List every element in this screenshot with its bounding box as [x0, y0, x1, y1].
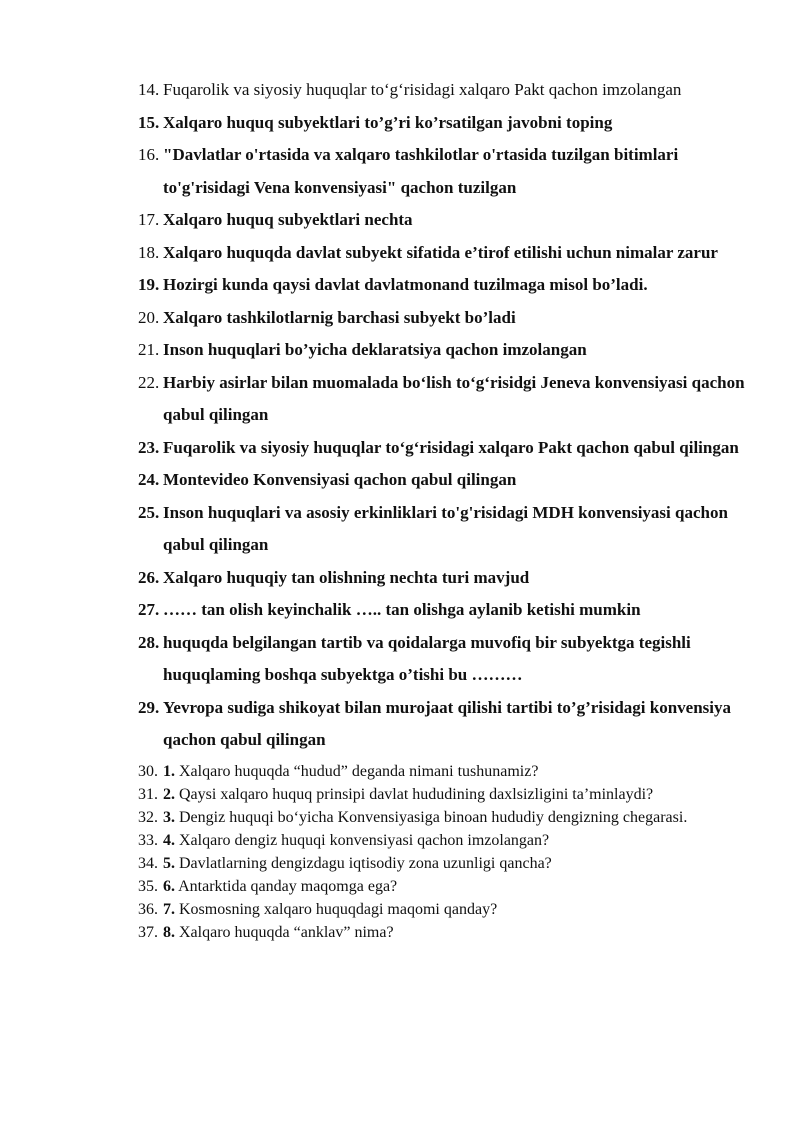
list-item: [138, 302, 758, 335]
item-question: Kosmosning xalqaro huquqdagi maqomi qanday?: [175, 900, 498, 918]
list-item: [138, 783, 758, 806]
item-number: 26.: [138, 567, 160, 587]
list-item: [138, 692, 758, 757]
item-text: Inson huquqlari bo’yicha deklaratsiya qachon imzolangan: [163, 340, 587, 359]
list-item: [138, 139, 758, 204]
item-text: Inson huquqlari va asosiy erkinliklari to'g'risidagi MDH konvensiyasi qachon qabul qilingan: [163, 502, 728, 554]
list-item: [138, 760, 758, 783]
list-item: [138, 898, 758, 921]
item-text: Xalqaro huquqiy tan olishning nechta turi mavjud: [163, 567, 530, 587]
extra-question-list: [138, 760, 758, 944]
item-question: Xalqaro huquqda “hudud” deganda nimani tushunamiz?: [175, 762, 539, 780]
item-text: "Davlatlar o'rtasida va xalqaro tashkilotlar o'rtasida tuzilgan bitimlari to'g'risidagi Vena konvensiyasi" qachon tuzilgan: [163, 145, 679, 197]
item-number: 17.: [138, 210, 160, 229]
item-subnumber: 8.: [163, 923, 175, 941]
list-item: [138, 204, 758, 237]
list-item: [138, 334, 758, 367]
item-text: [163, 806, 758, 829]
item-text: [163, 760, 758, 783]
list-item: [138, 806, 758, 829]
item-number: 24.: [138, 470, 160, 489]
item-text: …… tan olish keyinchalik ….. tan olishga aylanib ketishi mumkin: [163, 600, 641, 619]
item-question: Xalqaro dengiz huquqi konvensiyasi qachon imzolangan?: [175, 831, 550, 849]
item-text: Montevideo Konvensiyasi qachon qabul qilingan: [163, 470, 517, 489]
item-number: 35.: [138, 877, 158, 895]
item-text: huquqda belgilangan tartib va qoidalarga muvofiq bir subyektga tegishli huquqlaming boshqa subyektga o’tishi bu ………: [163, 632, 691, 684]
item-text: Fuqarolik va siyosiy huquqlar to‘g‘risidagi xalqaro Pakt qachon qabul qilingan: [163, 437, 739, 457]
list-item: [138, 497, 758, 562]
item-question: Dengiz huquqi bo‘yicha Konvensiyasiga binoan hududiy dengizning chegarasi.: [175, 808, 688, 826]
item-number: 34.: [138, 854, 158, 872]
item-number: 14.: [138, 80, 160, 99]
item-number: 22.: [138, 372, 160, 392]
item-text: [163, 829, 758, 852]
item-number: 32.: [138, 808, 158, 826]
item-number: 31.: [138, 785, 158, 803]
item-number: 29.: [138, 697, 160, 717]
item-number: 37.: [138, 923, 158, 941]
list-item: [138, 269, 758, 302]
question-list: [138, 74, 758, 944]
item-number: 16.: [138, 145, 160, 164]
list-item: [138, 107, 758, 140]
list-item: [138, 594, 758, 627]
item-text: Fuqarolik va siyosiy huquqlar to‘g‘risidagi xalqaro Pakt qachon imzolangan: [163, 80, 682, 99]
list-item: [138, 562, 758, 595]
item-text: Xalqaro tashkilotlarnig barchasi subyekt bo’ladi: [163, 307, 516, 327]
item-subnumber: 3.: [163, 808, 175, 826]
item-number: 33.: [138, 831, 158, 849]
item-text: [163, 852, 758, 875]
item-text: [163, 783, 758, 806]
item-question: Qaysi xalqaro huquq prinsipi davlat hududining daxlsizligini ta’minlaydi?: [175, 785, 654, 803]
item-text: Yevropa sudiga shikoyat bilan murojaat qilishi tartibi to’g’risidagi konvensiya qachon qabul qilingan: [163, 697, 732, 749]
item-number: 19.: [138, 275, 160, 294]
item-text: [163, 898, 758, 921]
list-item: [138, 627, 758, 692]
list-item: [138, 852, 758, 875]
item-text: Harbiy asirlar bilan muomalada bo‘lish to‘g‘risidgi Jeneva konvensiyasi qachon qabul qilingan: [163, 372, 745, 424]
list-item: [138, 432, 758, 465]
item-text: Hozirgi kunda qaysi davlat davlatmonand tuzilmaga misol bo’ladi.: [163, 275, 648, 294]
item-text: [163, 921, 758, 944]
item-subnumber: 7.: [163, 900, 175, 918]
list-item: [138, 829, 758, 852]
item-question: Davlatlarning dengizdagu iqtisodiy zona uzunligi qancha?: [175, 854, 552, 872]
item-number: 36.: [138, 900, 158, 918]
item-number: 28.: [138, 632, 160, 652]
item-number: 30.: [138, 762, 158, 780]
list-item: [138, 921, 758, 944]
item-number: 25.: [138, 502, 160, 522]
item-number: 20.: [138, 307, 160, 327]
item-text: Xalqaro huquqda davlat subyekt sifatida e’tirof etilishi uchun nimalar zarur: [163, 242, 718, 262]
item-number: 27.: [138, 600, 160, 619]
item-text: Xalqaro huquq subyektlari nechta: [163, 210, 413, 229]
list-item: [138, 367, 758, 432]
item-number: 23.: [138, 437, 160, 457]
item-text: Xalqaro huquq subyektlari to’g’ri ko’rsatilgan javobni toping: [163, 112, 613, 132]
item-subnumber: 2.: [163, 785, 175, 803]
item-subnumber: 1.: [163, 762, 175, 780]
item-number: 21.: [138, 340, 160, 359]
item-question: Xalqaro huquqda “anklav” nima?: [175, 923, 394, 941]
item-subnumber: 5.: [163, 854, 175, 872]
list-item: [138, 875, 758, 898]
item-number: 15.: [138, 112, 160, 132]
list-item: [138, 74, 758, 107]
list-item: [138, 464, 758, 497]
item-question: Antarktida qanday maqomga ega?: [175, 877, 398, 895]
item-subnumber: 6.: [163, 877, 175, 895]
list-item: [138, 237, 758, 270]
item-number: 18.: [138, 242, 160, 262]
item-text: [163, 875, 758, 898]
item-subnumber: 4.: [163, 831, 175, 849]
